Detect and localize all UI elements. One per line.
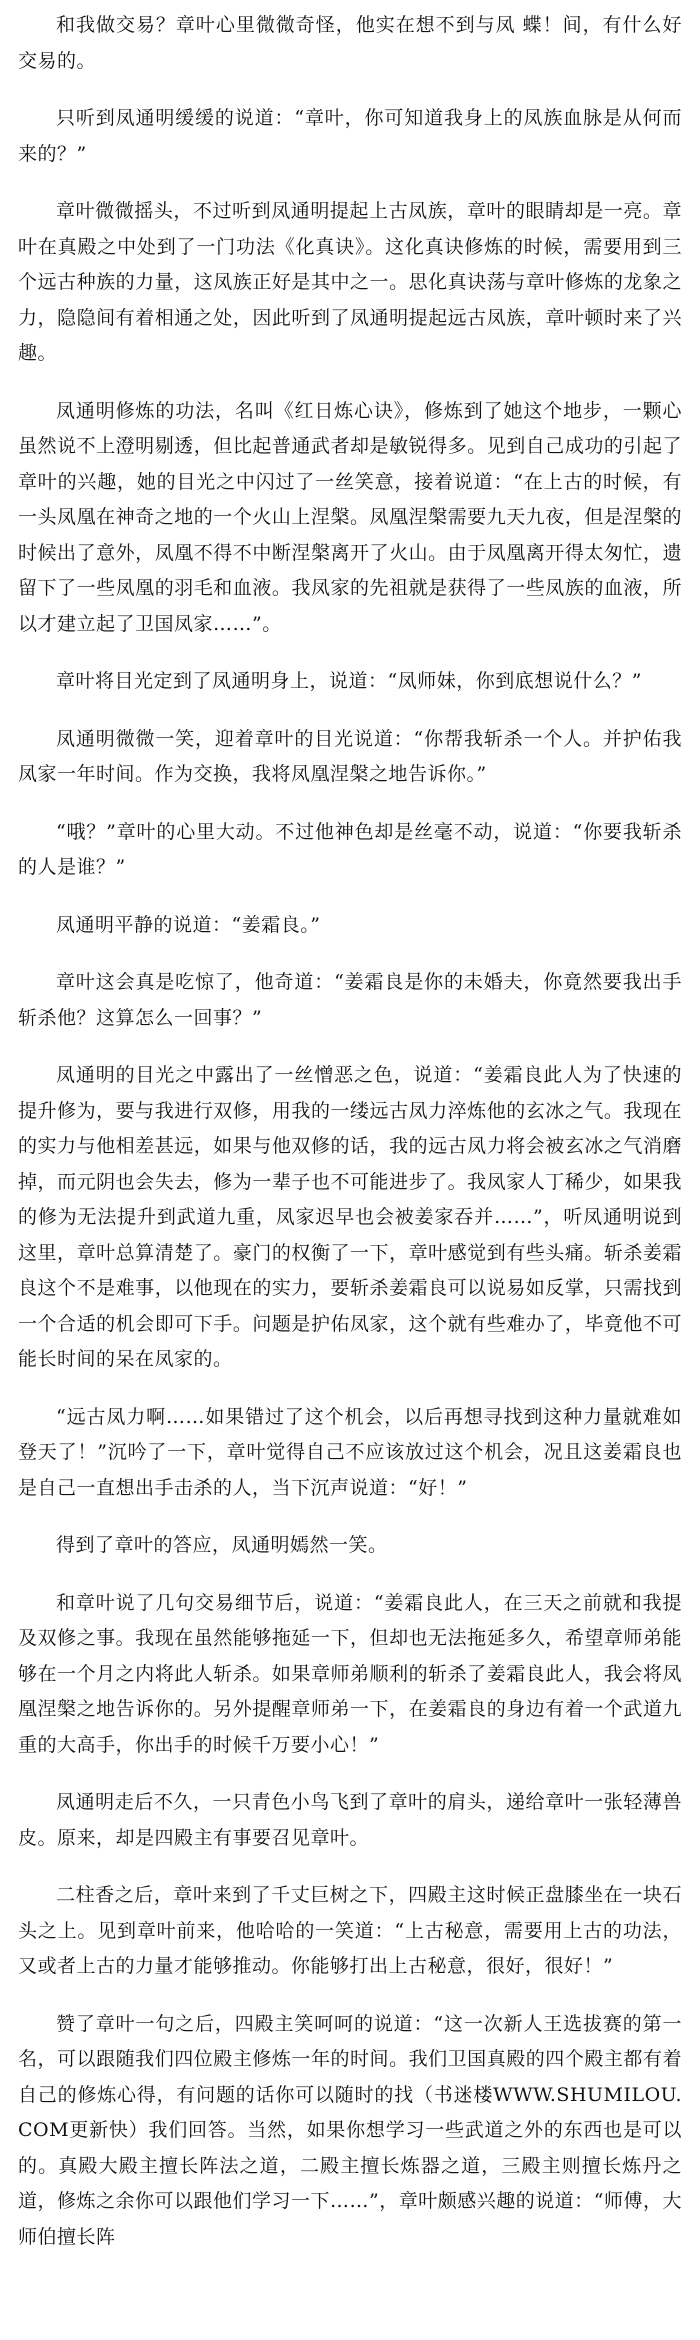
paragraph: 章叶微微摇头，不过听到凤通明提起上古凤族，章叶的眼睛却是一亮。章叶在真殿之中处到了一门功法《化真诀》。这化真诀修炼的时候，需要用到三个远古种族的力量，这凤族正好是其中之一。思化真诀荡与章叶修炼的龙象之力，隐隐间有着相通之处，因此听到了凤通明提起远古凤族，章叶顿时来了兴趣。 <box>18 200 682 364</box>
paragraph: 凤通明平静的说道：“姜霜良。” <box>56 913 321 936</box>
paragraph: 凤通明的目光之中露出了一丝憎恶之色，说道：“姜霜良此人为了快速的提升修为，要与我进行双修，用我的一缕远古凤力淬炼他的玄冰之气。我现在的实力与他相差甚远，如果与他双修的话，我的远古凤力将会被玄冰之气消磨掉，而元阴也会失去，修为一辈子也不可能进步了。我凤家人丁稀少，如果我的修为无法提升到武道九重，凤家迟早也会被姜家吞并……”，听凤通明说到这里，章叶总算清楚了。豪门的权衡了一下，章叶感觉到有些头痛。斩杀姜霜良这个不是难事，以他现在的实力，要斩杀姜霜良可以说易如反掌，只需找到一个合适的机会即可下手。问题是护佑凤家，这个就有些难办了，毕竟他不可能长时间的呆在凤家的。 <box>18 1064 682 1370</box>
paragraph: “哦？”章叶的心里大动。不过他神色却是丝毫不动，说道：“你要我斩杀的人是谁？” <box>18 820 682 878</box>
paragraph: 二柱香之后，章叶来到了千丈巨树之下，四殿主这时候正盘膝坐在一块石头之上。见到章叶前来，他哈哈的一笑道：“上古秘意，需要用上古的功法，又或者上古的力量才能够推动。你能够打出上古秘意，很好，很好！” <box>18 1884 682 1977</box>
paragraph: 和我做交易？章叶心里微微奇怪，他实在想不到与凤 蝶！间，有什么好交易的。 <box>18 14 682 72</box>
paragraph: 只听到凤通明缓缓的说道：“章叶，你可知道我身上的凤族血脉是从何而来的？” <box>18 107 682 165</box>
paragraph: 和章叶说了几句交易细节后，说道：“姜霜良此人，在三天之前就和我提及双修之事。我现在虽然能够拖延一下，但却也无法拖延多久，希望章师弟能够在一个月之内将此人斩杀。如果章师弟顺利的斩杀了姜霜良此人，我会将凤凰涅槃之地告诉你的。另外提醒章师弟一下，在姜霜良的身边有着一个武道九重的大高手，你出手的时候千万要小心！” <box>18 1591 682 1756</box>
paragraph: 凤通明走后不久，一只青色小鸟飞到了章叶的肩头，递给章叶一张轻薄兽皮。原来，却是四殿主有事要召见章叶。 <box>18 1791 682 1849</box>
paragraph: 章叶将目光定到了凤通明身上，说道：“凤师妹，你到底想说什么？” <box>56 670 642 692</box>
paragraph: 凤通明修炼的功法，名叫《红日炼心诀》，修炼到了她这个地步，一颗心虽然说不上澄明剔透，但比起普通武者却是敏锐得多。见到自己成功的引起了章叶的兴趣，她的目光之中闪过了一丝笑意，接着说道：“在上古的时候，有一头凤凰在神奇之地的一个火山上涅槃。凤凰涅槃需要九天九夜，但是涅槃的时候出了意外，凤凰不得不中断涅槃离开了火山。由于凤凰离开得太匆忙，遗留下了一些凤凰的羽毛和血液。我凤家的先祖就是获得了一些凤族的血液，所以才建立起了卫国凤家……”。 <box>18 399 682 635</box>
paragraph: 赞了章叶一句之后，四殿主笑呵呵的说道：“这一次新人王选拔赛的第一名，可以跟随我们四位殿主修炼一年的时间。我们卫国真殿的四个殿主都有着自己的修炼心得，有问题的话你可以随时的找（书迷楼WWW.SHUMILOU.COM更新快）我们回答。当然，如果你想学习一些武道之外的东西也是可以的。真殿大殿主擅长阵法之道，二殿主擅长炼器之道，三殿主则擅长炼丹之道，修炼之余你可以跟他们学习一下……”，章叶颇感兴趣的说道：“师傅，大师伯擅长阵 <box>18 2012 682 2248</box>
paragraph: 得到了章叶的答应，凤通明嫣然一笑。 <box>56 1534 388 1556</box>
paragraph: 章叶这会真是吃惊了，他奇道：“姜霜良是你的未婚夫，你竟然要我出手斩杀他？这算怎么一回事？” <box>18 971 682 1029</box>
paragraph: “远古凤力啊……如果错过了这个机会，以后再想寻找到这种力量就难如登天了！”沉吟了一下，章叶觉得自己不应该放过这个机会，况且这姜霜良也是自己一直想出手击杀的人，当下沉声说道：“好！” <box>18 1405 682 1499</box>
paragraph: 凤通明微微一笑，迎着章叶的目光说道：“你帮我斩杀一个人。并护佑我凤家一年时间。作为交换，我将凤凰涅槃之地告诉你。” <box>18 727 682 785</box>
